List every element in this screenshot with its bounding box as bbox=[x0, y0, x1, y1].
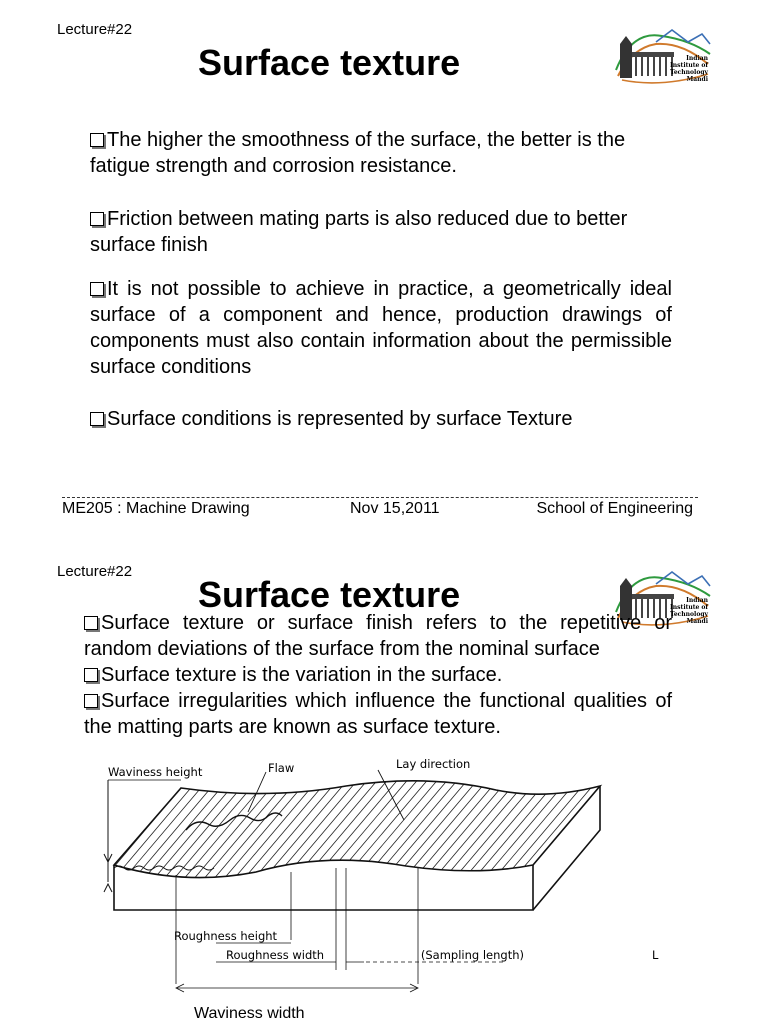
logo-line-3: Technology bbox=[670, 69, 708, 76]
lay-direction-label: Lay direction bbox=[396, 757, 471, 771]
roughness-height-label: Roughness height bbox=[174, 929, 278, 943]
logo-line-2: Institute of bbox=[670, 604, 708, 611]
iit-mandi-logo bbox=[612, 24, 712, 92]
slide-title: Surface texture bbox=[198, 42, 461, 83]
checkbox-bullet-icon bbox=[90, 282, 104, 296]
logo-line-4: Mandi bbox=[686, 76, 708, 83]
checkbox-bullet-icon bbox=[90, 212, 104, 226]
surface-texture-diagram bbox=[96, 750, 668, 1024]
bullet-item: Friction between mating parts is also reduced due to better surface finish bbox=[90, 208, 628, 256]
logo-line-1: Indian bbox=[686, 55, 708, 62]
checkbox-bullet-icon bbox=[84, 694, 98, 708]
lecture-number: Lecture#22 bbox=[57, 563, 133, 580]
footer-school: School of Engineering bbox=[536, 500, 693, 517]
footer-divider bbox=[62, 497, 698, 498]
footer-date: Nov 15,2011 bbox=[350, 500, 440, 517]
lay-hatching bbox=[96, 770, 636, 900]
bullet-item: Surface irregularities which influence the functional qualities of the matting parts are known as surface texture. bbox=[84, 690, 672, 738]
checkbox-bullet-icon bbox=[84, 616, 98, 630]
footer-course: ME205 : Machine Drawing bbox=[62, 500, 250, 517]
sampling-length-label: (Sampling length) bbox=[420, 948, 524, 962]
bullet-item: Surface conditions is represented by surface Texture bbox=[90, 406, 672, 432]
logo-line-4: Mandi bbox=[686, 618, 708, 625]
sampling-length-symbol: L bbox=[652, 948, 659, 962]
logo-line-2: Institute of bbox=[670, 62, 708, 69]
checkbox-bullet-icon bbox=[90, 133, 104, 147]
logo-line-3: Technology bbox=[670, 611, 708, 618]
slide-title: Surface texture bbox=[198, 574, 461, 615]
checkbox-bullet-icon bbox=[84, 668, 98, 682]
bullet-item: Surface texture is the variation in the surface. bbox=[84, 662, 672, 688]
logo-line-1: Indian bbox=[686, 597, 708, 604]
waviness-height-label: Waviness height bbox=[108, 765, 203, 779]
bullet-item: Surface texture or surface finish refers to the repetitive or random deviations of the surface from the nominal surface bbox=[84, 612, 672, 660]
checkbox-bullet-icon bbox=[90, 412, 104, 426]
flaw-label: Flaw bbox=[268, 761, 295, 775]
waviness-width-label: Waviness width bbox=[194, 1005, 305, 1022]
lecture-number: Lecture#22 bbox=[57, 21, 133, 38]
bullet-item: It is not possible to achieve in practice, a geometrically ideal surface of a component and hence, production drawings of components must also contain information about the permissible surface conditions bbox=[90, 278, 672, 378]
bullet-item: The higher the smoothness of the surface, the better is the fatigue strength and corrosion resistance. bbox=[90, 129, 626, 177]
roughness-width-label: Roughness width bbox=[226, 948, 325, 962]
